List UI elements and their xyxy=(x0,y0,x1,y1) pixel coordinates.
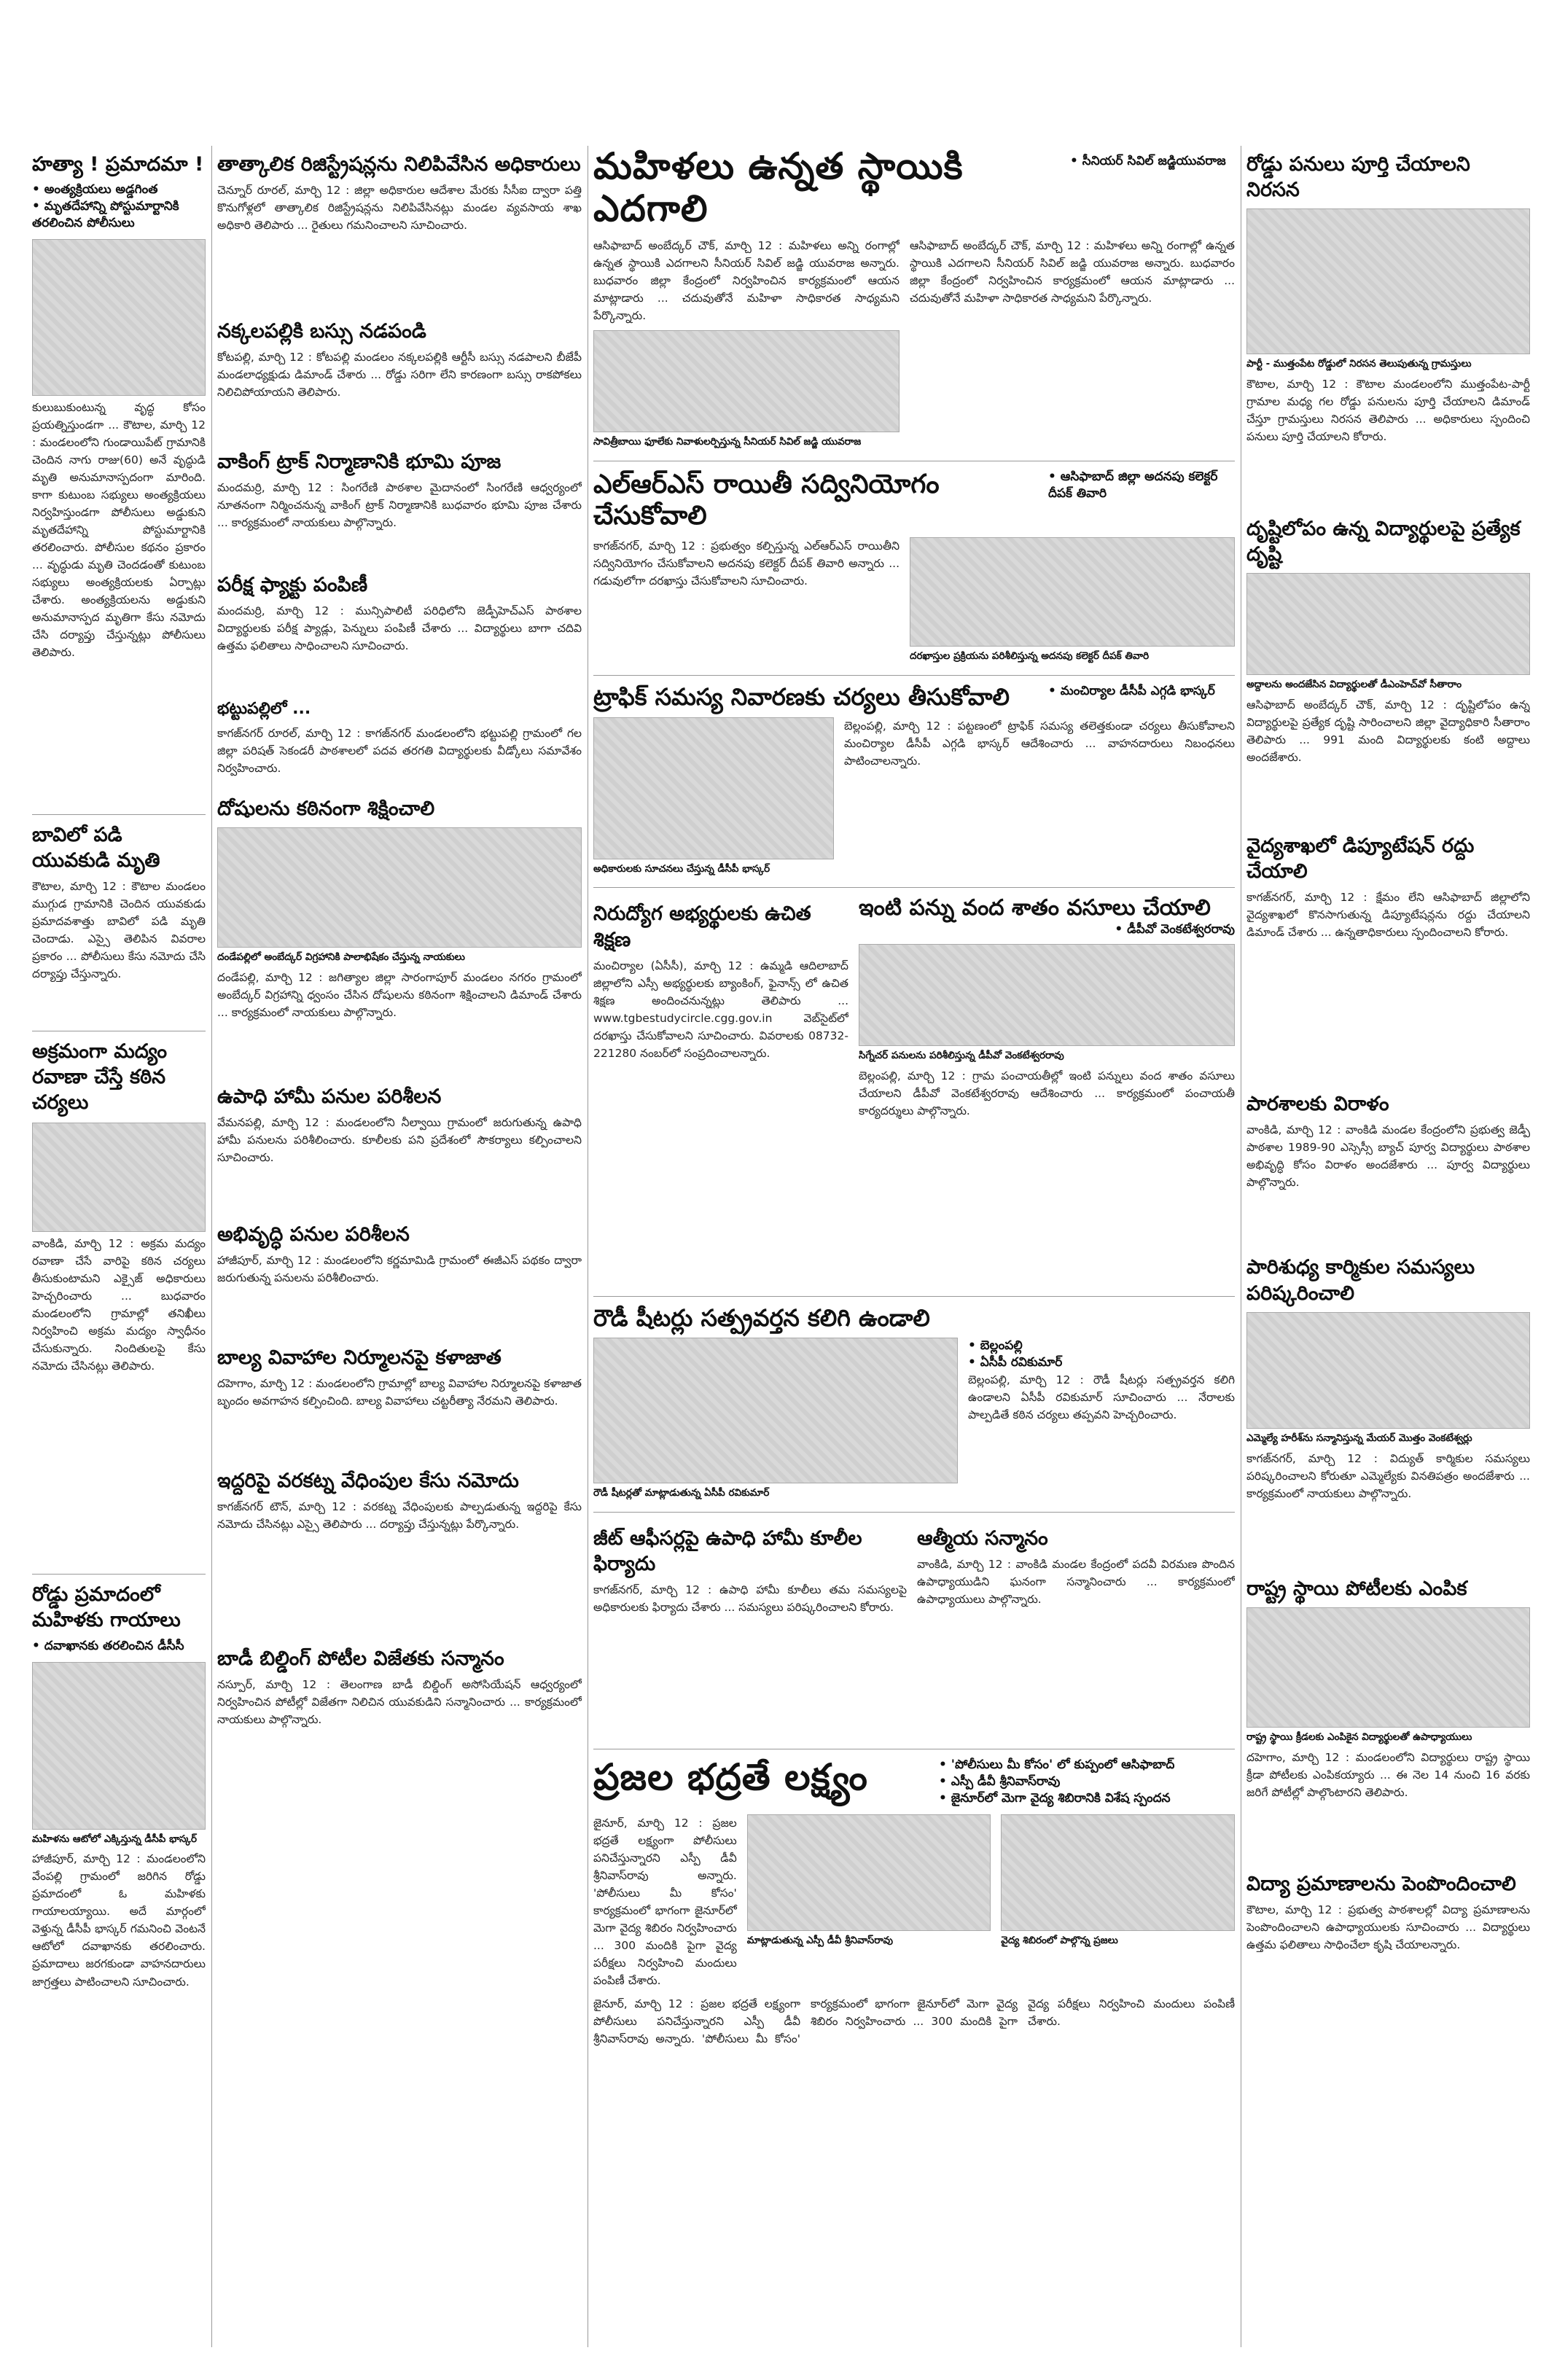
headline-nrega-inspection: ఉపాధి హామీ పనుల పరిశీలన xyxy=(217,1085,442,1108)
article-body: మంచిర్యాల (ఏసీసీ), మార్చి 12 : ఉమ్మడి ఆదిలాబాద్ జిల్లాలోని ఎస్సీ అభ్యర్థులకు బ్యాంకింగ్, ఫైనాన్స్ లో ఉచిత శిక్షణ అందించనున్నట్లు తెలిపారు ... www.tgbestudycircle.cgg.gov.in వెబ్‌సైట్‌లో దరఖాస్తు చేసుకోవాలని సూచించారు. వివరాలకు 08732-221280 నంబర్‌లో సంప్రదించాలన్నారు. xyxy=(593,959,848,1060)
photo-accident xyxy=(32,1662,206,1830)
photo-caption: పార్టీ - ముత్తంపేట రోడ్డులో నిరసన తెలుపుతున్న గ్రామస్తులు xyxy=(1246,358,1472,370)
photo-protest xyxy=(1246,208,1530,354)
article-body: కాగజ్‌నగర్, మార్చి 12 : విద్యుత్ కార్మికుల సమస్యలు పరిష్కరించాలని కోరుతూ ఎమ్మెల్యేకు వినతిపత్రం అందజేశారు ... కార్యక్రమంలో నాయకులు పాల్గొన్నారు. xyxy=(1246,1451,1530,1500)
photo-dpo xyxy=(859,944,1235,1046)
headline-house-tax: ఇంటి పన్ను వంద శాతం వసూలు చేయాలి xyxy=(859,895,1211,921)
photo-caption: మహిళను ఆటోలో ఎక్కిస్తున్న డీసీపీ భాస్కర్ xyxy=(32,1833,197,1845)
article-body: వేమనపల్లి, మార్చి 12 : మండలంలోని నీల్వాయి గ్రామంలో జరుగుతున్న ఉపాధి హామీ పనులను పరిశీలించారు. కూలీలకు పని ప్రదేశంలో సౌకర్యాలు కల్పించాలని సూచించారు. xyxy=(217,1116,582,1165)
headline-road-protest: రోడ్డు పనులు పూర్తి చేయాలని నిరసన xyxy=(1246,153,1470,202)
headline-side: • బెల్లంపల్లి xyxy=(968,1338,1235,1354)
headline-lrs: ఎల్‌ఆర్‌ఎస్ రాయితీ సద్వినియోగం చేసుకోవాలి xyxy=(593,469,940,531)
column-5 xyxy=(1246,146,1530,2347)
main-area xyxy=(593,146,1235,2347)
headline-school-donation: పారశాలకు విరాళం xyxy=(1246,1093,1389,1116)
article-body: ఆసిఫాబాద్ అంబేద్కర్ చౌక్, మార్చి 12 : దృష్టిలోపం ఉన్న విద్యార్థులపై ప్రత్యేక దృష్టి సారించాలని జిల్లా వైద్యాధికారి సీతారాం తెలిపారు ... 991 మంది విద్యార్థులకు కంటి అద్దాలు అందజేశారు. xyxy=(1246,698,1530,765)
article-body: దండేపల్లి, మార్చి 12 : జగిత్యాల జిల్లా సారంగాపూర్ మండలం నగరం గ్రామంలో అంబేద్కర్ విగ్రహాన్ని ధ్వంసం చేసిన దోషులను కఠినంగా శిక్షించాలని డిమాండ్ చేశారు ... కార్యక్రమంలో నాయకులు పాల్గొన్నారు. xyxy=(217,970,582,1019)
headline-side: • మంచిర్యాల డీసీపీ ఎగ్గడి భాస్కర్ xyxy=(1048,683,1230,700)
article-body: జైనూర్, మార్చి 12 : ప్రజల భద్రతే లక్ష్యంగా పోలీసులు పనిచేస్తున్నారని ఎస్పీ డీవీ శ్రీనివాస్‌రావు అన్నారు. 'పోలీసులు మీ కోసం' కార్యక్రమంలో భాగంగా జైనూర్‌లో మెగా వైద్య శిబిరం నిర్వహించారు ... 300 మందికి పైగా వైద్య పరీక్షలు నిర్వహించి మందులు పంపిణీ చేశారు. xyxy=(593,1997,1235,2046)
article-body: ఆసిఫాబాద్ అంబేద్కర్ చౌక్, మార్చి 12 : మహిళలు అన్ని రంగాల్లో ఉన్నత స్థాయికి ఎదగాలని సీనియర్ సివిల్ జడ్జి యువరాజ అన్నారు. బుధవారం జిల్లా కేంద్రంలో నిర్వహించిన కార్యక్రమంలో ఆయన మాట్లాడారు ... చదువుతోనే మహిళా సాధికారత సాధ్యమని పేర్కొన్నారు. xyxy=(910,239,1235,305)
article-body: కౌటాల, మార్చి 12 : ప్రభుత్వ పాఠశాలల్లో విద్యా ప్రమాణాలను పెంపొందించాలని ఉపాధ్యాయులకు సూచించారు ... విద్యార్థులు ఉత్తమ ఫలితాలు సాధించేలా కృషి చేయాలన్నారు. xyxy=(1246,1903,1530,1951)
headline-state-selection: రాష్ట్ర స్థాయి పోటీలకు ఎంపిక xyxy=(1246,1577,1467,1600)
divider xyxy=(593,1296,1235,1297)
article-body: హాజీపూర్, మార్చి 12 : మండలంలోని వేంపల్లి గ్రామంలో జరిగిన రోడ్డు ప్రమాదంలో ఓ మహిళకు గాయాలయ్యాయి. అదే మార్గంలో వెళ్తున్న డీసీపీ భాస్కర్ గమనించి వెంటనే ఆటోలో దవాఖానకు తరలించారు. ప్రమాదాలు జరగకుండా వాహనదారులు జాగ్రత్తలు పాటించాలని సూచించారు. xyxy=(32,1852,206,1989)
photo-caption: దరఖాస్తుల ప్రక్రియను పరిశీలిస్తున్న అదనపు కలెక్టర్ దీపక్ తివారి xyxy=(910,650,1150,663)
headline-murder-or-accident: హత్యా ! ప్రమాదమా ! xyxy=(32,153,204,176)
photo-mla xyxy=(1246,1312,1530,1429)
bullet-1: • అంత్యక్రియలు అడ్డగింత xyxy=(32,182,206,198)
divider xyxy=(32,1574,206,1575)
article-body: హాజీపూర్, మార్చి 12 : మండలంలోని కర్ణమామిడి గ్రామంలో ఈజీఎస్ పథకం ద్వారా జరుగుతున్న పనులను పరిశీలించారు. xyxy=(217,1254,582,1285)
photo-medical-camp xyxy=(1001,1814,1235,1931)
headline-sanitation-workers: పారిశుధ్య కార్మికుల సమస్యలు పరిష్కరించాలి xyxy=(1246,1256,1475,1305)
photo-caption: రౌడీ షీటర్లతో మాట్లాడుతున్న ఏసీపీ రవికుమార్ xyxy=(593,1487,770,1499)
photo-caption: సిగ్నేచర్ పనులను పరిశీలిస్తున్న డీపీవో వెంకటేశ్వరరావు xyxy=(859,1050,1064,1062)
photo-dcp xyxy=(593,717,834,859)
headline-punish-culprits: దోషులను కఠినంగా శిక్షించాలి xyxy=(217,797,435,820)
headline-road-accident: రోడ్డు ప్రమాదంలో మహిళకు గాయాలు xyxy=(32,1583,181,1632)
article-body: వాంకిడి, మార్చి 12 : వాంకిడి మండల కేంద్రంలో పదవీ విరమణ పొందిన ఉపాధ్యాయుడిని ఘనంగా సన్మానించారు ... కార్యక్రమంలో ఉపాధ్యాయులు పాల్గొన్నారు. xyxy=(917,1558,1235,1607)
headline-child-marriage: బాల్య వివాహాల నిర్మూలనపై కళాజాత xyxy=(217,1346,502,1370)
article-body: కాగజ్‌నగర్, మార్చి 12 : ప్రభుత్వం కల్పిస్తున్న ఎల్‌ఆర్‌ఎస్ రాయితీని సద్వినియోగం చేసుకోవాలని అదనపు కలెక్టర్ దీపక్ తివారి అన్నారు ... గడువులోగా దరఖాస్తు చేసుకోవాలని సూచించారు. xyxy=(593,539,900,588)
headline-side: • ఏసీపీ రవికుమార్ xyxy=(968,1354,1235,1371)
column-rule xyxy=(211,146,212,2347)
article-body: కులుబుకుంటున్న వృద్ధ కోసం ప్రయత్నిస్తుండగా ... కౌటాల, మార్చి 12 : మండలంలోని గుండాయిపేట్ గ్రామానికి చెందిన నాగు రాజు(60) అనే వృద్ధుడి మృతి అనుమానాస్పదంగా మారింది. కాగా కుటుంబ సభ్యులు అంత్యక్రియలు నిర్వహిస్తుండగా పోలీసులు అడ్డుకుని మృతదేహాన్ని పోస్టుమార్టానికి తరలించారు. పోలీసుల కథనం ప్రకారం ... వృద్ధుడు మృతి చెందడంతో కుటుంబ సభ్యులు అంత్యక్రియలకు ఏర్పాట్లు చేశారు. అంత్యక్రియలను అడ్డుకుని అనుమానాస్పద మృతిగా కేసు నమోదు చేసి దర్యాప్తు చేస్తున్నట్లు పోలీసులు తెలిపారు. xyxy=(32,400,206,660)
headline-complaint: జీట్ ఆఫీసర్లపై ఉపాధి హామీ కూలీల ఫిర్యాదు xyxy=(593,1526,862,1575)
photo-liquor xyxy=(32,1123,206,1232)
photo-collector xyxy=(910,537,1235,647)
headline-liquor: అక్రమంగా మద్యం రవాణా చేస్తే కఠిన చర్యలు xyxy=(32,1040,168,1115)
bullet-2: • మృతదేహాన్ని పోస్టుమార్టానికి తరలించిన పోలీసులు xyxy=(32,198,206,232)
headline-traffic: ట్రాఫిక్ సమస్య నివారణకు చర్యలు తీసుకోవాలి xyxy=(593,683,1010,711)
article-body: దహెగాం, మార్చి 12 : మండలంలోని విద్యార్థులు రాష్ట్ర స్థాయి క్రీడా పోటీలకు ఎంపికయ్యారు ... ఈ నెల 14 నుంచి 16 వరకు జరిగే పోటీల్లో పాల్గొంటారని తెలిపారు. xyxy=(1246,1750,1530,1799)
headline-felicitation: ఆత్మీయ సన్మానం xyxy=(917,1526,1048,1550)
article-body: వాంకిడి, మార్చి 12 : అక్రమ మద్యం రవాణా చేసే వారిపై కఠిన చర్యలు తీసుకుంటామని ఎక్సైజ్ అధికారులు హెచ్చరించారు ... బుధవారం మండలంలోని గ్రామాల్లో తనిఖీలు నిర్వహించి అక్రమ మద్యం స్వాధీనం చేసుకున్నారు. నిందితులపై కేసు నమోదు చేసినట్లు తెలిపారు. xyxy=(32,1237,206,1373)
headline-side: • సీనియర్ సివిల్ జడ్జియువరాజ xyxy=(1070,153,1230,170)
photo-caption: దండేపల్లిలో అంబేద్కర్ విగ్రహానికి పాలాభిషేకం చేస్తున్న నాయకులు xyxy=(217,951,465,964)
headline-bodybuilding: బాడీ బిల్డింగ్ పోటీల విజేతకు సన్మానం xyxy=(217,1647,504,1671)
article-body: కాగజ్‌నగర్ రూరల్, మార్చి 12 : కాగజ్‌నగర్ మండలంలోని భట్టుపల్లి గ్రామంలో గల జిల్లా పరిషత్ సెకండరీ పాఠశాలలో పదవ తరగతి విద్యార్థులకు వీడ్కోలు సమావేశం నిర్వహించారు. xyxy=(217,726,582,775)
divider xyxy=(32,814,206,815)
photo-caption: ఎమ్మెల్యే హరీశ్‌ను సన్మానిస్తున్న మేయర్ మొత్తం వెంకటేశ్వర్లు xyxy=(1246,1432,1472,1444)
headline-rowdy-sheeters: రౌడీ షీటర్లు సత్ప్రవర్తన కలిగి ఉండాలి xyxy=(593,1303,930,1332)
article-body: కాగజ్‌నగర్, మార్చి 12 : క్షేమం లేని ఆసిఫాబాద్ జిల్లాలోని వైద్యశాఖలో కొనసాగుతున్న డిప్యూటేషన్లను రద్దు చేయాలని డిమాండ్ చేశారు ... ఉన్నతాధికారులు స్పందించాలని కోరారు. xyxy=(1246,891,1530,940)
article-body: ఆసిఫాబాద్ అంబేద్కర్ చౌక్, మార్చి 12 : మహిళలు అన్ని రంగాల్లో ఉన్నత స్థాయికి ఎదగాలని సీనియర్ సివిల్ జడ్జి యువరాజ అన్నారు. బుధవారం జిల్లా కేంద్రంలో నిర్వహించిన కార్యక్రమంలో ఆయన మాట్లాడారు ... చదువుతోనే మహిళా సాధికారత సాధ్యమని పేర్కొన్నారు. xyxy=(593,239,900,323)
photo-caption: రాష్ట్ర స్థాయి క్రీడలకు ఎంపికైన విద్యార్థులతో ఉపాధ్యాయులు xyxy=(1246,1731,1472,1743)
article-body: నస్పూర్, మార్చి 12 : తెలంగాణ బాడీ బిల్డింగ్ అసోసియేషన్ ఆధ్వర్యంలో నిర్వహించిన పోటీల్లో విజేతగా నిలిచిన యువకుడిని సన్మానించారు ... కార్యక్రమంలో నాయకులు పాల్గొన్నారు. xyxy=(217,1678,582,1727)
divider xyxy=(593,887,1235,888)
headline-side: • ఆసిఫాబాద్ జిల్లా అదనపు కలెక్టర్ దీపక్ తివారి xyxy=(1048,469,1230,502)
article-body: కౌటాల, మార్చి 12 : కౌటాల మండలం ముగ్గుడ గ్రామానికి చెందిన యువకుడు ప్రమాదవశాత్తు బావిలో పడి మృతి చెందాడు. ఎస్సై తెలిపిన వివరాల ప్రకారం ... పోలీసులు కేసు నమోదు చేసి దర్యాప్తు చేస్తున్నారు. xyxy=(32,880,206,981)
bullet: • దవాఖానకు తరలించిన డీసీసీ xyxy=(32,1638,206,1655)
headline-well-death: బావిలో పడి యువకుడి మృతి xyxy=(32,823,160,872)
headline-deputation: వైద్యశాఖలో డిప్యూటేషన్ రద్దు చేయాలి xyxy=(1246,835,1475,883)
article-body: కోటపల్లి, మార్చి 12 : కోటపల్లి మండలం నక్కలపల్లికి ఆర్టీసీ బస్సు నడపాలని బీజేపీ మండలాధ్యక్షుడు డిమాండ్ చేశారు ... రోడ్డు సరిగా లేని కారణంగా బస్సు రాకపోకలు నిలిచిపోయాయని తెలిపారు. xyxy=(217,351,582,399)
headline-women: మహిళలు ఉన్నత స్థాయికి ఎదగాలి xyxy=(593,146,964,230)
headline-bus: నక్కలపల్లికి బస్సు నడపండి xyxy=(217,320,426,343)
photo-acp xyxy=(593,1338,958,1483)
article-body: బెల్లంపల్లి, మార్చి 12 : రౌడీ షీటర్లు సత్ప్రవర్తన కలిగి ఉండాలని ఏసీపీ రవికుమార్ సూచించారు ... నేరాలకు పాల్పడితే కఠిన చర్యలు తప్పవని హెచ్చరించారు. xyxy=(968,1373,1235,1421)
headline-public-safety: ప్రజల భద్రతే లక్ష్యం xyxy=(593,1756,868,1799)
article-body: చెన్నూర్ రూరల్, మార్చి 12 : జిల్లా అధికారుల ఆదేశాల మేరకు సీసీఐ ద్వారా పత్తి కొనుగోళ్లలో తాత్కాలిక రిజిస్ట్రేషన్లను నిలిపివేసినట్లు మండల వ్యవసాయ శాఖ అధికారి తెలిపారు ... రైతులు గమనించాలని సూచించారు. xyxy=(217,184,582,233)
photo-sp xyxy=(747,1814,991,1931)
headline-education-standards: విద్యా ప్రమాణాలను పెంపొందించాలి xyxy=(1246,1872,1516,1895)
photo-ambedkar xyxy=(217,827,582,948)
divider xyxy=(593,1512,1235,1513)
headline-training: నిరుద్యోగ అభ్యర్థులకు ఉచిత శిక్షణ xyxy=(593,902,811,951)
column-2 xyxy=(217,146,582,2347)
headline-vision-students: దృష్టిలోపం ఉన్న విద్యార్థులపై ప్రత్యేక దృష్టి xyxy=(1246,518,1521,566)
article-body: మందమర్రి, మార్చి 12 : సింగరేణి పాఠశాల మైదానంలో సింగరేణి ఆధ్వర్యంలో నూతనంగా నిర్మించనున్న వాకింగ్ ట్రాక్ నిర్మాణానికి బుధవారం భూమి పూజ చేశారు ... కార్యక్రమంలో నాయకులు పాల్గొన్నారు. xyxy=(217,481,582,530)
photo-spectacles xyxy=(1246,573,1530,675)
article-body: మందమర్రి, మార్చి 12 : మున్సిపాలిటీ పరిధిలోని జెడ్పీహెచ్ఎస్ పాఠశాల విద్యార్థులకు పరీక్ష ప్యాడ్లు, పెన్నులు పంపిణీ చేశారు ... విద్యార్థులు బాగా చదివి ఉత్తమ ఫలితాలు సాధించాలని సూచించారు. xyxy=(217,604,582,653)
headline-walking-track: వాకింగ్ ట్రాక్ నిర్మాణానికి భూమి పూజ xyxy=(217,450,502,474)
headline-side: • ఎస్పీ డీవీ శ్రీనివాస్‌రావు xyxy=(939,1774,1235,1790)
article-body: కాగజ్‌నగర్, మార్చి 12 : ఉపాధి హామీ కూలీలు తమ సమస్యలపై అధికారులకు ఫిర్యాదు చేశారు ... సమస్యలు పరిష్కరించాలని కోరారు. xyxy=(593,1583,907,1615)
photo-caption: సావిత్రీబాయి ఫూలేకు నివాళులర్పిస్తున్న సీనియర్ సివిల్ జడ్జి యువరాజ xyxy=(593,436,862,448)
article-body: వాంకిడి, మార్చి 12 : వాంకిడి మండల కేంద్రంలోని ప్రభుత్వ జెడ్పీ పాఠశాల 1989-90 ఎస్సెస్సీ బ్యాచ్ పూర్వ విద్యార్థులు పాఠశాల అభివృద్ధి కోసం విరాళం అందజేశారు ... పూర్వ విద్యార్థులు పాల్గొన్నారు. xyxy=(1246,1123,1530,1190)
headline-development-works: అభివృద్ధి పనుల పరిశీలన xyxy=(217,1223,410,1246)
article-body: కౌటాల, మార్చి 12 : కౌటాల మండలంలోని ముత్తంపేట-పార్టీ గ్రామాల మధ్య గల రోడ్డు పనులను పూర్తి చేయాలని డిమాండ్ చేస్తూ గ్రామస్తులు నిరసన తెలిపారు ... అధికారులు స్పందించి పనులు పూర్తి చేయాలని కోరారు. xyxy=(1246,378,1530,444)
photo-caption: మాట్లాడుతున్న ఎస్పీ డీవీ శ్రీనివాస్‌రావు xyxy=(746,1934,893,1946)
photo-family xyxy=(32,239,206,396)
headline-side: • 'పోలీసులు మీ కోసం' లో కుప్పంలో ఆసిఫాబాద్ xyxy=(939,1757,1235,1774)
photo-judge xyxy=(593,330,900,432)
article-body: కాగజ్‌నగర్ టౌన్, మార్చి 12 : వరకట్న వేధింపులకు పాల్పడుతున్న ఇద్దరిపై కేసు నమోదు చేసినట్లు ఎస్సై తెలిపారు ... దర్యాప్తు చేస్తున్నట్లు పేర్కొన్నారు. xyxy=(217,1500,582,1532)
headline-exam-pads: పరీక్ష ఫ్యాక్టు పంపిణీ xyxy=(217,574,368,597)
newspaper-page xyxy=(32,146,1530,2347)
article-body: బెల్లంపల్లి, మార్చి 12 : గ్రామ పంచాయతీల్లో ఇంటి పన్నులు వంద శాతం వసూలు చేయాలని డీపీవో వెంకటేశ్వరరావు ఆదేశించారు ... కార్యక్రమంలో పంచాయతీ కార్యదర్శులు పాల్గొన్నారు. xyxy=(859,1069,1235,1118)
photo-caption: అధికారులకు సూచనలు చేస్తున్న డీసీపీ భాస్కర్ xyxy=(593,862,770,875)
headline-dowry: ఇద్దరిపై వరకట్న వేధింపుల కేసు నమోదు xyxy=(217,1470,519,1493)
article-body: జైనూర్, మార్చి 12 : ప్రజల భద్రతే లక్ష్యంగా పోలీసులు పనిచేస్తున్నారని ఎస్పీ డీవీ శ్రీనివాస్‌రావు అన్నారు. 'పోలీసులు మీ కోసం' కార్యక్రమంలో భాగంగా జైనూర్‌లో మెగా వైద్య శిబిరం నిర్వహించారు ... 300 మందికి పైగా వైద్య పరీక్షలు నిర్వహించి మందులు పంపిణీ చేశారు. xyxy=(593,1816,737,1988)
sub-headline: భట్టుపల్లిలో ... xyxy=(217,700,311,719)
headline-registrations: తాత్కాలిక రిజిస్ట్రేషన్లను నిలిపివేసిన అధికారులు xyxy=(217,153,581,176)
article-continued xyxy=(910,237,1235,453)
photo-caption: అద్దాలను అందజేసిన విద్యార్థులతో డీఎంహెచ్‌వో సీతారాం xyxy=(1246,679,1462,691)
headline-side: • జైనూర్‌లో మెగా వైద్య శిబిరానికి విశేష స్పందన xyxy=(939,1790,1235,1807)
headline-side: • డీపీవో వెంకటేశ్వరరావు xyxy=(859,921,1235,938)
photo-caption: వైద్య శిబిరంలో పాల్గొన్న ప్రజలు xyxy=(1001,1934,1118,1946)
article-body: బెల్లంపల్లి, మార్చి 12 : పట్టణంలో ట్రాఫిక్ సమస్య తలెత్తకుండా చర్యలు తీసుకోవాలని మంచిర్యాల డీసీపీ ఎగ్గడి భాస్కర్ ఆదేశించారు ... వాహనదారులు నిబంధనలు పాటించాలన్నారు. xyxy=(844,719,1235,768)
photo-athletes xyxy=(1246,1607,1530,1728)
column-1 xyxy=(32,146,206,2347)
article-body: దహెగాం, మార్చి 12 : మండలంలోని గ్రామాల్లో బాల్య వివాహాల నిర్మూలనపై కళాజాత బృందం అవగాహన కల్పించింది. బాల్య వివాహాలు చట్టరీత్యా నేరమని తెలిపారు. xyxy=(217,1377,582,1408)
divider xyxy=(593,675,1235,676)
